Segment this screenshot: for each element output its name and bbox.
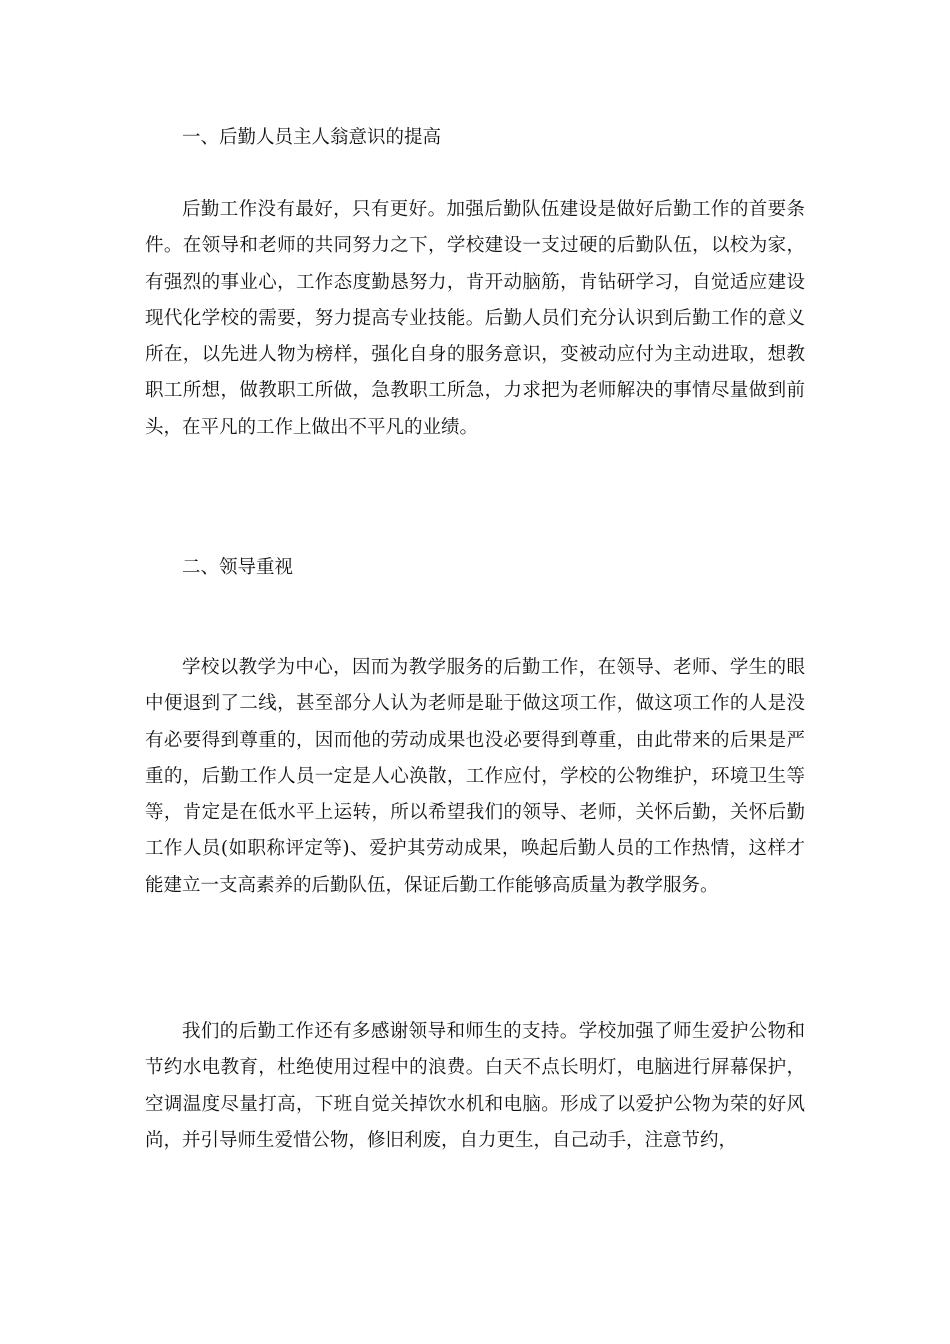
body-paragraph-3: 我们的后勤工作还有多感谢领导和师生的支持。学校加强了师生爱护公物和节约水电教育，杜绝使用过程中的浪费。白天不点长明灯，电脑进行屏幕保护，空调温度尽量打高，下班自觉关掉饮水机和电脑。形成了以爱护公物为荣的好风尚，并引导师生爱惜公物，修旧利废，自力更生，自己动手，注意节约，	[145, 1021, 805, 1151]
body-paragraph-1: 后勤工作没有最好，只有更好。加强后勤队伍建设是做好后勤工作的首要条件。在领导和老师的共同努力之下，学校建设一支过硬的后勤队伍，以校为家，有强烈的事业心，工作态度勤恳努力，肯开动脑筋，肯钻研学习，自觉适应建设现代化学校的需要，努力提高专业技能。后勤人员们充分认识到后勤工作的意义所在，以先进人物为榜样，强化自身的服务意识，变被动应付为主动进取，想教职工所想，做教职工所做，急教职工所急，力求把为老师解决的事情尽量做到前头，在平凡的工作上做出不平凡的业绩。	[145, 199, 805, 438]
section-heading-2: 二、领导重视	[182, 557, 294, 578]
body-paragraph-2: 学校以教学为中心，因而为教学服务的后勤工作，在领导、老师、学生的眼中便退到了二线，甚至部分人认为老师是耻于做这项工作，做这项工作的人是没有必要得到尊重的，因而他的劳动成果也没必要得到尊重，由此带来的后果是严重的，后勤工作人员一定是人心涣散，工作应付，学校的公物维护，环境卫生等等，肯定是在低水平上运转，所以希望我们的领导、老师，关怀后勤，关怀后勤工作人员(如职称评定等)、爱护其劳动成果，唤起后勤人员的工作热情，这样才能建立一支高素养的后勤队伍，保证后勤工作能够高质量为教学服务。	[145, 657, 805, 896]
section-heading-1: 一、后勤人员主人翁意识的提高	[182, 127, 442, 148]
